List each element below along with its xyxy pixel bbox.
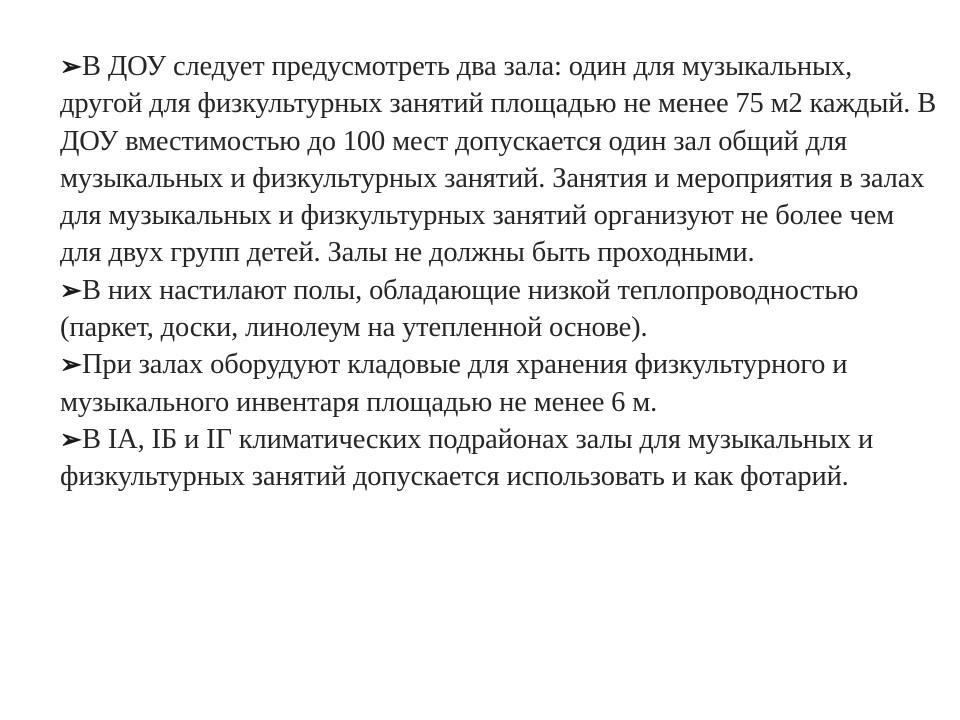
bullet-text: В них настилают полы, обладающие низкой теплопроводностью (паркет, доски, линолеум на утепленной основе). <box>60 274 859 344</box>
bullet-item-4 <box>60 421 940 496</box>
bullet-text: В ДОУ следует предусмотреть два зала: один для музыкальных, другой для физкультурных занятий площадью не менее 75 м2 каждый. В ДОУ вместимостью до 100 мест допускается один зал общий для музыкальных и физкультурных занятий. Занятия и мероприятия в залах для музыкальных и физкультурных занятий организуют не более чем для двух групп детей. Залы не должны быть проходными. <box>60 51 937 269</box>
slide-content <box>60 48 940 708</box>
bullet-text: В IА, IБ и IГ климатических подрайонах залы для музыкальных и физкультурных занятий допускается использовать и как фотарий. <box>60 423 874 493</box>
bullet-item-1 <box>60 48 940 272</box>
bullet-item-2 <box>60 272 940 347</box>
arrow-bullet-icon: ➢ <box>60 275 82 305</box>
bullet-item-3 <box>60 346 940 421</box>
arrow-bullet-icon: ➢ <box>60 350 82 380</box>
arrow-bullet-icon: ➢ <box>60 52 82 81</box>
arrow-bullet-icon: ➢ <box>60 424 82 454</box>
bullet-text: При залах оборудуют кладовые для хранения физкультурного и музыкального инвентаря площадью не менее 6 м. <box>60 349 848 418</box>
